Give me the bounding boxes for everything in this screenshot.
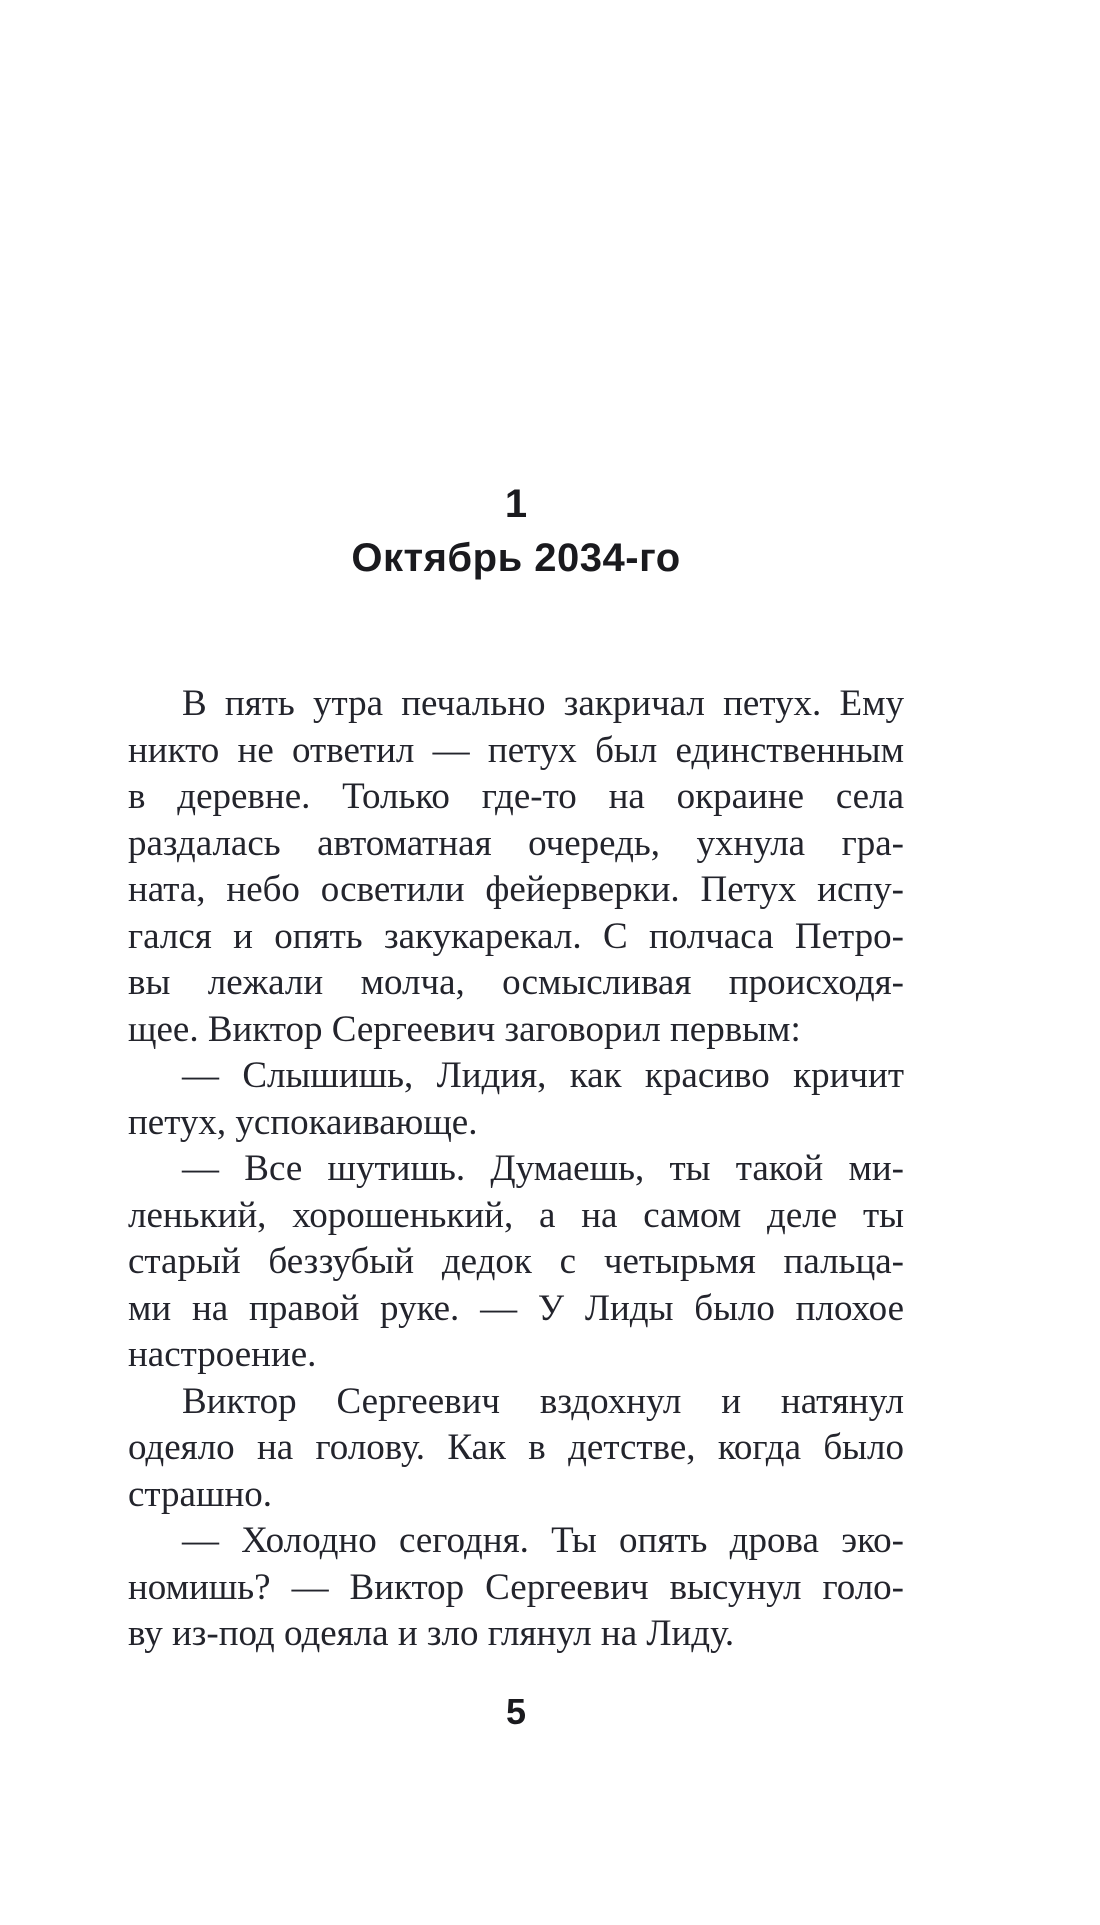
paragraph xyxy=(128,1518,904,1658)
text-column xyxy=(128,681,904,1658)
paragraph xyxy=(128,681,904,1053)
text-line: в деревне. Только где-то на окраине села xyxy=(128,776,904,817)
text-line: страшно. xyxy=(128,1473,273,1515)
text-line: — Слышишь, Лидия, как красиво кричит xyxy=(182,1055,904,1096)
chapter-title: Октябрь 2034-го xyxy=(351,536,681,580)
text-line: старый беззубый дедок с четырьмя пальца- xyxy=(128,1241,904,1282)
text-line: ми на правой руке. — У Лиды было плохое xyxy=(128,1287,904,1329)
text-line: Виктор Сергеевич вздохнул и натянул xyxy=(182,1380,904,1422)
text-line: — Холодно сегодня. Ты опять дрова эко- xyxy=(182,1520,904,1561)
text-line: — Все шутишь. Думаешь, ты такой ми- xyxy=(182,1148,904,1189)
text-line: ву из-под одеяла и зло глянул на Лиду. xyxy=(128,1613,735,1654)
paragraph xyxy=(128,1053,904,1146)
text-line: раздалась автоматная очередь, ухнула гра- xyxy=(128,822,904,864)
text-line: ленький, хорошенький, а на самом деле ты xyxy=(128,1194,904,1236)
text-line: петух, успокаивающе. xyxy=(128,1101,478,1143)
text-line: номишь? — Виктор Сергеевич высунул голо- xyxy=(128,1566,904,1608)
chapter-number: 1 xyxy=(504,482,528,526)
paragraph xyxy=(128,1146,904,1379)
text-line: никто не ответил — петух был единственным xyxy=(128,729,904,771)
text-line: одеяло на голову. Как в детстве, когда было xyxy=(128,1427,904,1468)
chapter-heading xyxy=(128,484,904,578)
paragraph xyxy=(128,1379,904,1519)
text-line: настроение. xyxy=(128,1334,317,1375)
text-line: гался и опять закукарекал. С полчаса Петро- xyxy=(128,915,904,957)
text-line: ната, небо осветили фейерверки. Петух испу- xyxy=(128,869,904,910)
text-line: щее. Виктор Сергеевич заговорил первым: xyxy=(128,1008,801,1050)
page-number: 5 xyxy=(505,1691,527,1732)
text-line: вы лежали молча, осмысливая происходя- xyxy=(128,962,904,1003)
text-line: В пять утра печально закричал петух. Ему xyxy=(182,683,904,724)
